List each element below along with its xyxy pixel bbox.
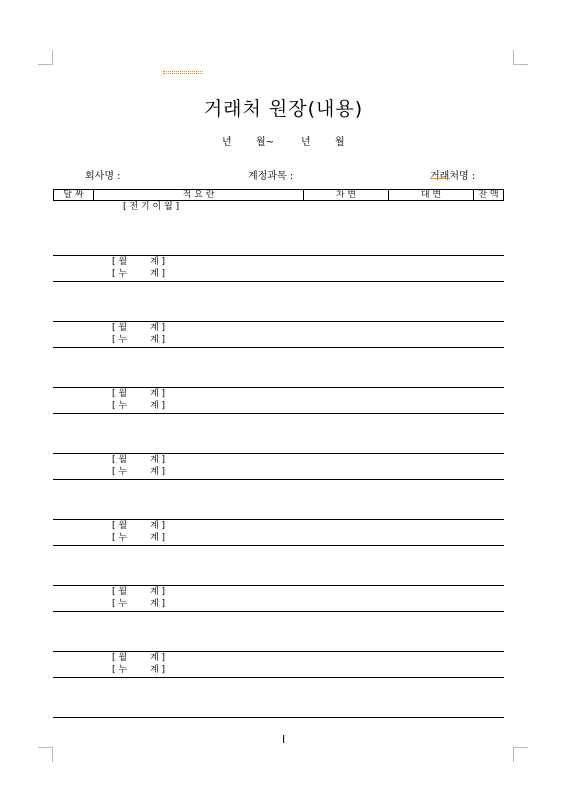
text-cursor-highlight: [430, 178, 450, 179]
row-divider: [53, 585, 504, 586]
column-debit: 차 변: [304, 190, 389, 200]
monthly-total-label: [ 월 계 ]: [112, 389, 166, 399]
company-name-label: 회사명 :: [85, 171, 121, 182]
monthly-total-label: [ 월 계 ]: [112, 521, 166, 531]
ledger-header: [53, 189, 504, 201]
crop-mark-bottom-right: [513, 747, 528, 762]
page-number: I: [282, 733, 286, 746]
table-bottom-line: [53, 717, 504, 718]
cumulative-total-label: [ 누 계 ]: [112, 335, 166, 345]
row-divider: [53, 677, 504, 678]
cumulative-total-label: [ 누 계 ]: [112, 467, 166, 477]
row-divider: [53, 545, 504, 546]
period-year-start: 년: [222, 137, 232, 148]
client-name-label: 거래처명 :: [430, 171, 476, 182]
column-date: 달 짜: [54, 190, 94, 200]
monthly-total-label: [ 월 계 ]: [112, 455, 166, 465]
cumulative-total-label: [ 누 계 ]: [112, 401, 166, 411]
row-divider: [53, 413, 504, 414]
monthly-total-label: [ 월 계 ]: [112, 257, 166, 267]
row-divider: [53, 651, 504, 652]
cumulative-total-label: [ 누 계 ]: [112, 533, 166, 543]
row-divider: [53, 281, 504, 282]
row-divider: [53, 453, 504, 454]
monthly-total-label: [ 월 계 ]: [112, 587, 166, 597]
column-credit: 대 변: [389, 190, 474, 200]
cumulative-total-label: [ 누 계 ]: [112, 599, 166, 609]
row-divider: [53, 387, 504, 388]
spellcheck-marker: [163, 71, 203, 72]
row-divider: [53, 321, 504, 322]
row-divider: [53, 611, 504, 612]
column-description: 적 요 란: [94, 190, 304, 200]
monthly-total-label: [ 월 계 ]: [112, 323, 166, 333]
row-divider: [53, 255, 504, 256]
monthly-total-label: [ 월 계 ]: [112, 653, 166, 663]
document-title: 거래처 원장(내용): [203, 98, 364, 120]
carry-over-label: [ 전 기 이 월 ]: [123, 202, 180, 212]
account-label: 계정과목 :: [248, 171, 294, 182]
crop-mark-bottom-left: [38, 747, 53, 762]
period-month-start: 월~: [256, 137, 275, 148]
row-divider: [53, 519, 504, 520]
period-month-end: 월: [335, 137, 345, 148]
cumulative-total-label: [ 누 계 ]: [112, 269, 166, 279]
row-divider: [53, 347, 504, 348]
column-balance: 잔 액: [478, 190, 499, 200]
spellcheck-marker: [163, 73, 203, 74]
cumulative-total-label: [ 누 계 ]: [112, 665, 166, 675]
period-year-end: 년: [301, 137, 311, 148]
crop-mark-top-right: [513, 50, 528, 65]
crop-mark-top-left: [38, 50, 53, 65]
row-divider: [53, 479, 504, 480]
